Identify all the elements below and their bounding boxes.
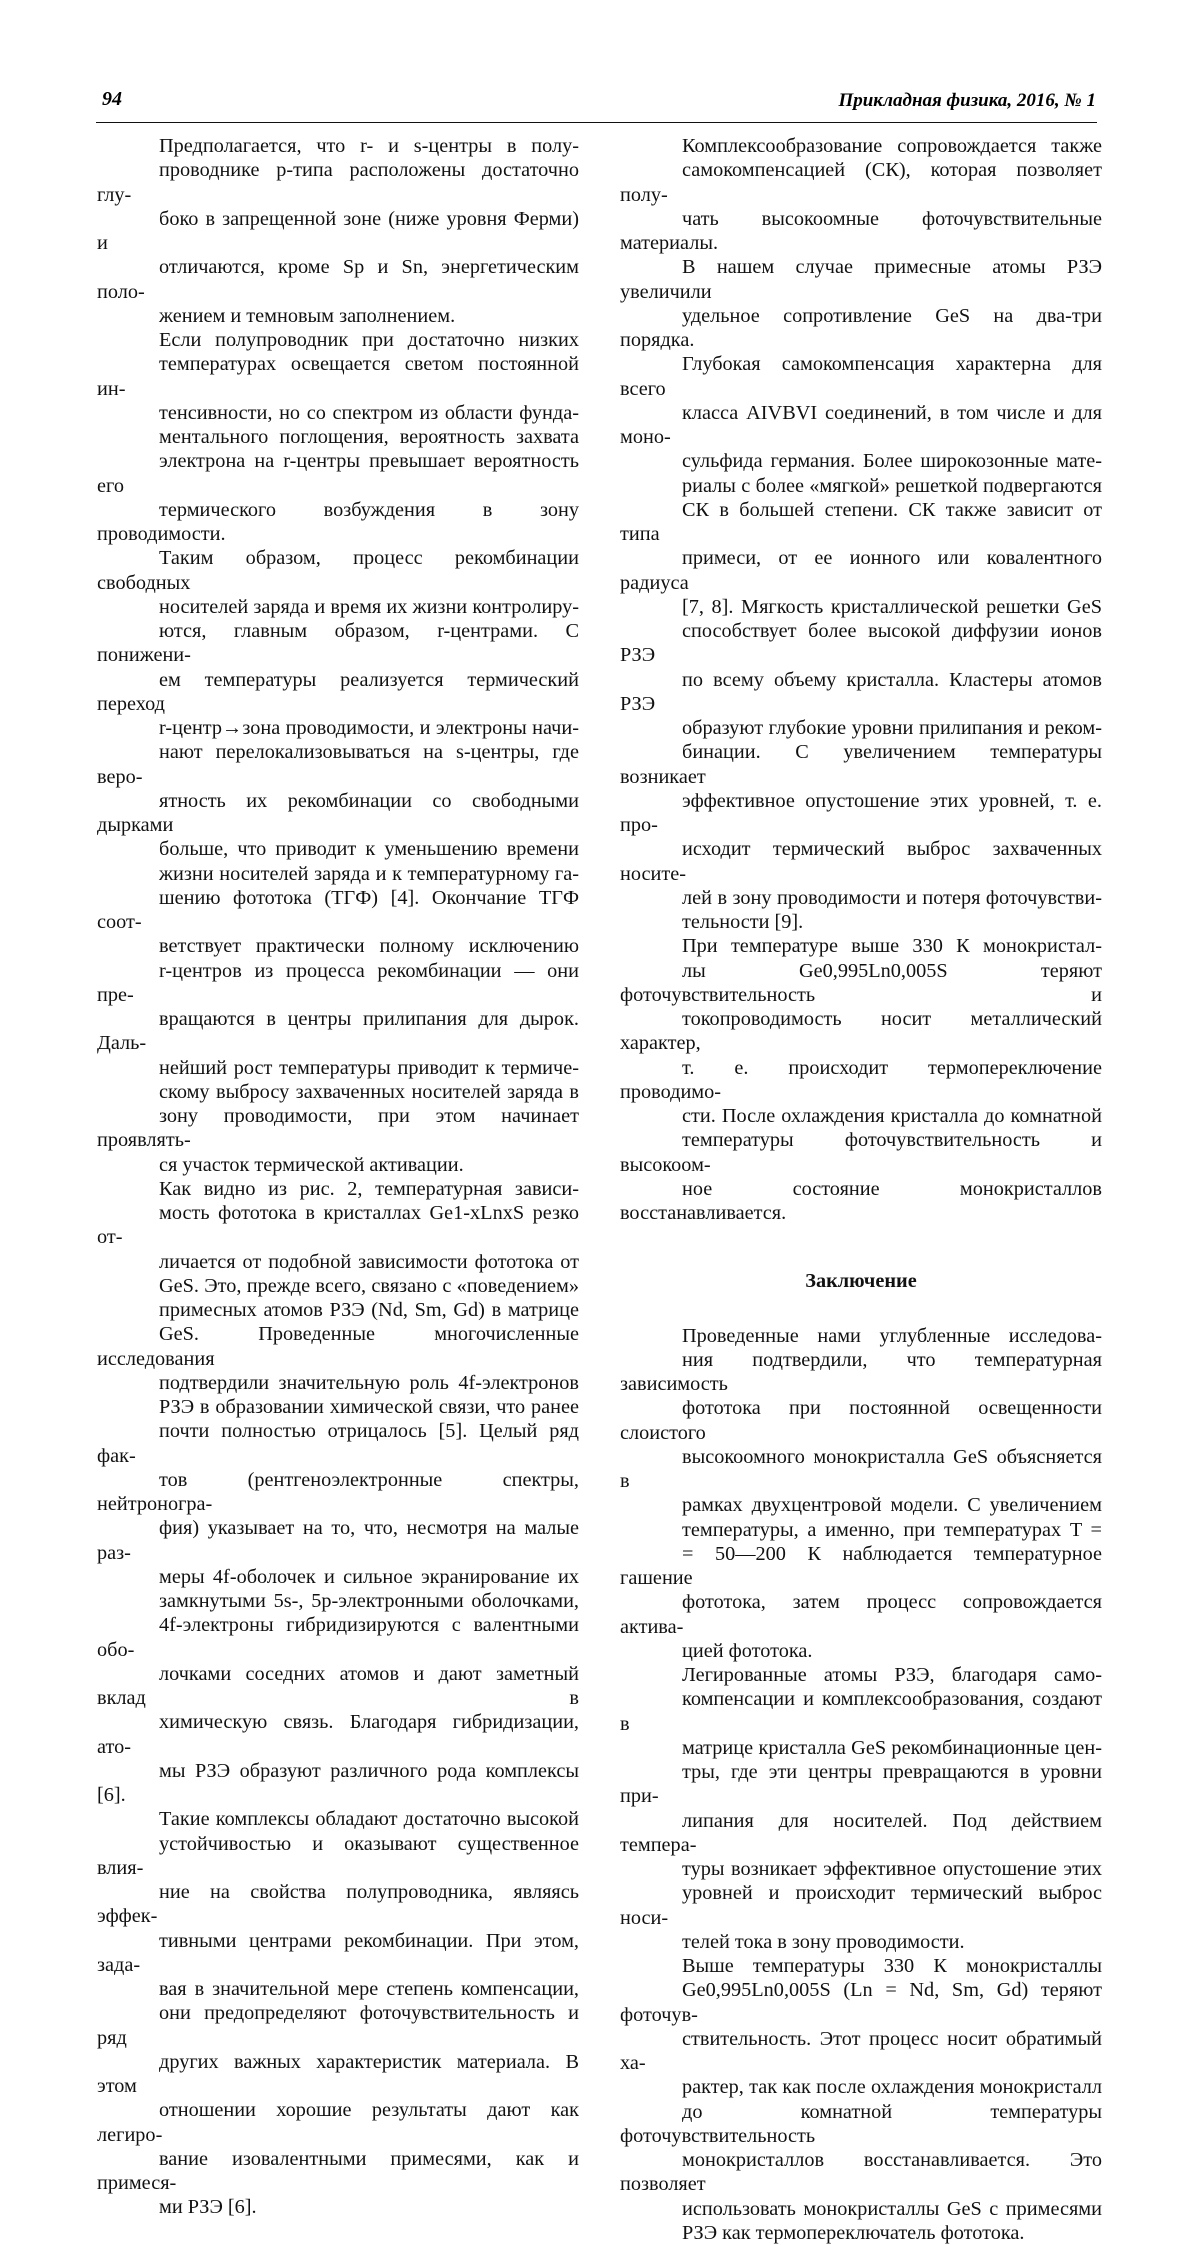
text-line: личается от подобной зависимости фототока от — [159, 1250, 579, 1273]
text-line: использовать монокристаллы GeS с примесями — [682, 2197, 1102, 2220]
text-line: нают перелокализовываться на s-центры, где веро- — [97, 741, 579, 788]
text-line: ния подтвердили, что температурная зависимость — [620, 1348, 1102, 1395]
text-line: ятность их рекомбинации со свободными дырками — [97, 789, 579, 836]
text-line: ся участок термической активации. — [159, 1153, 464, 1176]
text-line: фия) указывает на то, что, несмотря на малые раз- — [97, 1517, 579, 1564]
text-line: температуры, а именно, при температурах T = — [682, 1518, 1102, 1541]
text-line: рамках двухцентровой модели. С увеличением — [682, 1494, 1102, 1517]
text-line: телей тока в зону проводимости. — [682, 1930, 965, 1953]
text-line: = 50—200 К наблюдается температурное гашение — [620, 1542, 1102, 1589]
text-line: т. е. происходит термопереключение проводимо- — [620, 1056, 1102, 1103]
text-line: липания для носителей. Под действием темпера- — [620, 1809, 1102, 1856]
text-line: матрице кристалла GeS рекомбинационные цен- — [682, 1736, 1102, 1759]
text-line: Проведенные нами углубленные исследова- — [682, 1324, 1102, 1347]
text-line: зону проводимости, при этом начинает проявлять- — [97, 1105, 579, 1152]
text-line: монокристаллов восстанавливается. Это позволяет — [620, 2149, 1102, 2196]
text-line: Такие комплексы обладают достаточно высокой — [159, 1808, 579, 1831]
text-line: бинации. С увеличением температуры возникает — [620, 741, 1102, 788]
paragraph — [97, 1177, 579, 2220]
text-line: тов (рентгеноэлектронные спектры, нейтроногра- — [97, 1468, 579, 1515]
text-line: токопроводимость носит металлический характер, — [620, 1008, 1102, 1055]
text-line: Ge0,995Ln0,005S (Ln = Nd, Sm, Gd) теряют фоточув- — [620, 1979, 1102, 2026]
text-line: высокоомного монокристалла GeS объясняется в — [620, 1445, 1102, 1492]
text-line: мость фототока в кристаллах Ge1-xLnxS резко от- — [97, 1202, 579, 1249]
page-number: 94 — [102, 88, 122, 110]
text-line: термического возбуждения в зону проводимости. — [97, 498, 579, 545]
paragraph — [97, 328, 579, 1177]
text-line: ются, главным образом, r-центрами. С понижени- — [97, 620, 579, 667]
text-line: исходит термический выброс захваченных носите- — [620, 838, 1102, 885]
text-line: устойчивостью и оказывают существенное влия- — [97, 1832, 579, 1879]
text-line: температуры фоточувствительность и высокоом- — [620, 1129, 1102, 1176]
text-line: примесных атомов РЗЭ (Nd, Sm, Gd) в матрице — [159, 1299, 579, 1321]
text-line: ми РЗЭ [6]. — [159, 2196, 257, 2219]
text-line: ментального поглощения, вероятность захвата — [159, 426, 579, 448]
text-line: жизни носителей заряда и к температурному га- — [159, 862, 579, 885]
paragraph — [97, 134, 579, 328]
text-line: тивными центрами рекомбинации. При этом, зада- — [97, 1929, 579, 1976]
text-line: Если полупроводник при достаточно низких — [159, 329, 579, 351]
text-line: меры 4f-оболочек и сильное экранирование их — [159, 1565, 579, 1588]
text-line: тенсивности, но со спектром из области фунда- — [159, 401, 579, 424]
text-line: других важных характеристик материала. В этом — [97, 2050, 579, 2097]
paragraph — [620, 934, 1102, 1225]
text-line: подтвердили значительную роль 4f-электронов — [159, 1371, 579, 1394]
text-line: РЗЭ как термопереключатель фототока. — [682, 2221, 1025, 2244]
text-line: лей в зону проводимости и потеря фоточувстви- — [682, 886, 1102, 909]
text-line: по всему объему кристалла. Кластеры атомов РЗЭ — [620, 668, 1102, 715]
text-line: РЗЭ в образовании химической связи, что ранее — [159, 1396, 579, 1418]
text-line: вращаются в центры прилипания для дырок. Даль- — [97, 1008, 579, 1055]
text-line: удельное сопротивление GeS на два-три порядка. — [620, 304, 1102, 351]
text-line: В нашем случае примесные атомы РЗЭ увеличили — [620, 256, 1102, 303]
text-line: чать высокоомные фоточувствительные материалы. — [620, 207, 1102, 254]
header-rule — [96, 122, 1097, 123]
text-line: скому выбросу захваченных носителей заряда в — [159, 1080, 579, 1103]
text-line: жением и темновым заполнением. — [159, 304, 456, 327]
text-line: отличаются, кроме Sp и Sn, энергетическим поло- — [97, 256, 579, 303]
text-line: ем температуры реализуется термический переход — [97, 668, 579, 715]
text-line: класса AIVBVI соединений, в том числе и для моно- — [620, 401, 1102, 448]
journal-title: Прикладная физика, 2016, № 1 — [838, 90, 1096, 111]
left-column — [97, 134, 579, 2220]
paragraph — [620, 1324, 1102, 1664]
text-line: цией фототока. — [682, 1639, 813, 1662]
text-line: СК в большей степени. СК также зависит от типа — [620, 498, 1102, 545]
text-line: носителей заряда и время их жизни контролиру- — [159, 595, 579, 618]
text-line: [7, 8]. Мягкость кристаллической решетки GeS — [682, 595, 1102, 618]
text-line: химическую связь. Благодаря гибридизации, ато- — [97, 1711, 579, 1758]
text-line: тры, где эти центры превращаются в уровни при- — [620, 1761, 1102, 1808]
text-line: GeS. Это, прежде всего, связано с «поведением» — [159, 1274, 579, 1297]
text-line: туры возникает эффективное опустошение этих — [682, 1858, 1102, 1880]
text-line: Как видно из рис. 2, температурная зависи- — [159, 1177, 579, 1200]
text-line: лы Ge0,995Ln0,005S теряют фоточувствительность и — [620, 959, 1102, 1006]
text-line: риалы с более «мягкой» решеткой подвергаются — [682, 474, 1102, 497]
text-line: 4f-электроны гибридизируются с валентными обо- — [97, 1614, 579, 1661]
text-line: лочками соседних атомов и дают заметный вклад в — [97, 1662, 579, 1709]
text-line: ние на свойства полупроводника, являясь эффек- — [97, 1881, 579, 1928]
text-line: боко в запрещенной зоне (ниже уровня Ферми) и — [97, 207, 579, 254]
text-line: При температуре выше 330 К монокристал- — [682, 935, 1102, 958]
section-heading: Заключение — [805, 1270, 917, 1293]
text-line: температурах освещается светом постоянной ин- — [97, 353, 579, 400]
text-line: мы РЗЭ образуют различного рода комплексы [6]. — [97, 1759, 579, 1806]
text-line: они предопределяют фоточувствительность и ряд — [97, 2002, 579, 2049]
text-line: образуют глубокие уровни прилипания и реком- — [682, 717, 1102, 739]
paragraph — [620, 1663, 1102, 1954]
text-line: сти. После охлаждения кристалла до комнатной — [682, 1105, 1102, 1127]
text-line: примеси, от ее ионного или ковалентного радиуса — [620, 547, 1102, 594]
text-line: электрона на r-центры превышает вероятность его — [97, 450, 579, 497]
text-line: способствует более высокой диффузии ионов РЗЭ — [620, 620, 1102, 667]
text-line: сульфида германия. Более широкозонные мате- — [682, 450, 1102, 473]
text-line: компенсации и комплексообразования, создают в — [620, 1688, 1102, 1735]
text-line: до комнатной температуры фоточувствительность — [620, 2100, 1102, 2147]
text-line: r-центров из процесса рекомбинации — они пре- — [97, 959, 579, 1006]
text-line: ствительность. Этот процесс носит обратимый ха- — [620, 2027, 1102, 2074]
text-line: больше, что приводит к уменьшению времени — [159, 838, 579, 861]
text-line: Легированные атомы РЗЭ, благодаря само- — [682, 1664, 1102, 1686]
text-line: GeS. Проведенные многочисленные исследования — [97, 1323, 579, 1370]
text-line: рактер, так как после охлаждения монокристалл — [682, 2076, 1102, 2099]
text-line: Таким образом, процесс рекомбинации свободных — [97, 547, 579, 594]
text-line: нейший рост температуры приводит к термиче- — [159, 1056, 579, 1079]
text-line: вая в значительной мере степень компенсации, — [159, 1978, 579, 2000]
text-line: ное состояние монокристаллов восстанавливается. — [620, 1177, 1102, 1224]
text-line: фототока при постоянной освещенности слоистого — [620, 1397, 1102, 1444]
text-line: проводнике p-типа расположены достаточно глу- — [97, 159, 579, 206]
text-line: Глубокая самокомпенсация характерна для всего — [620, 353, 1102, 400]
text-line: Комплексообразование сопровождается также — [682, 135, 1102, 157]
text-line: фототока, затем процесс сопровождается актива- — [620, 1591, 1102, 1638]
text-line: почти полностью отрицалось [5]. Целый ряд фак- — [97, 1420, 579, 1467]
text-line: Предполагается, что r- и s-центры в полу- — [159, 135, 579, 157]
text-line: шению фототока (ТГФ) [4]. Окончание ТГФ соот- — [97, 886, 579, 933]
text-line: Выше температуры 330 К монокристаллы — [682, 1955, 1102, 1977]
text-line: вание изовалентными примесями, как и примеся- — [97, 2147, 579, 2194]
text-line: уровней и происходит термический выброс носи- — [620, 1882, 1102, 1929]
text-line: самокомпенсацией (СК), которая позволяет полу- — [620, 159, 1102, 206]
paragraph — [620, 1954, 1102, 2245]
text-line: тельности [9]. — [682, 911, 804, 933]
text-line: ветствует практически полному исключению — [159, 935, 579, 958]
text-line: замкнутыми 5s-, 5p-электронными оболочками, — [159, 1590, 579, 1612]
text-line: эффективное опустошение этих уровней, т. е. про- — [620, 789, 1102, 836]
right-column — [620, 134, 1102, 2245]
text-line: отношении хорошие результаты дают как легиро- — [97, 2099, 579, 2146]
running-header — [102, 88, 1096, 118]
paragraph — [620, 134, 1102, 934]
text-line: r-центр→зона проводимости, и электроны начи- — [159, 717, 579, 739]
